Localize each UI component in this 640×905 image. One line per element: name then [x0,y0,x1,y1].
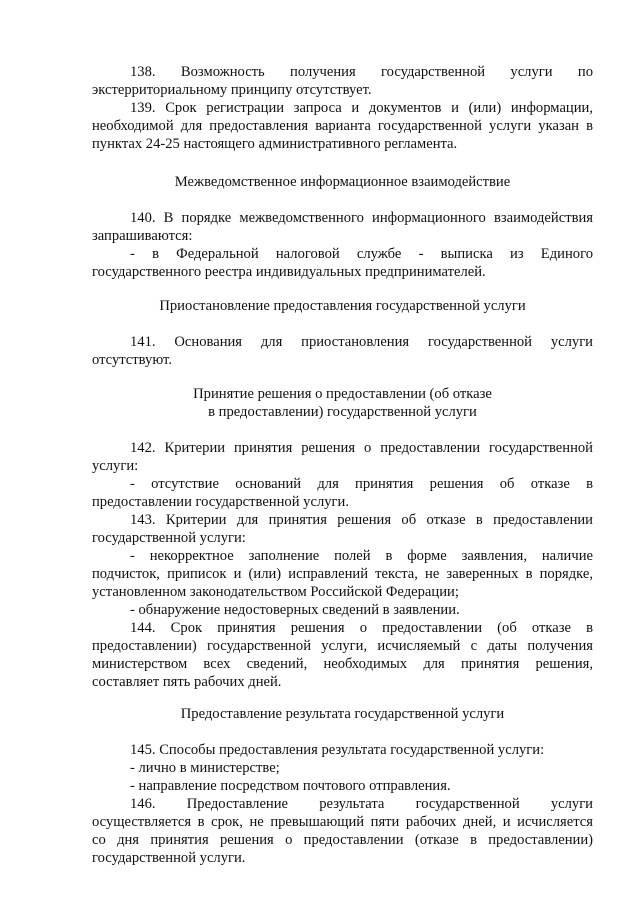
section-heading-decision-line-1: Принятие решения о предоставлении (об отказе [193,386,492,402]
paragraph-144-line-1: 144. Срок принятия решения о предоставлении (об отказе в [130,620,593,636]
paragraph-139-line-3: пунктах 24-25 настоящего административного регламента. [92,136,458,152]
paragraph-143-line-2: государственной услуги: [92,530,246,546]
paragraph-140-line-2: запрашиваются: [92,228,193,244]
paragraph-144-line-4: составляет пять рабочих дней. [92,674,282,690]
paragraph-140-line-1: 140. В порядке межведомственного информационного взаимодействия [130,210,593,226]
paragraph-142-item-line-1: - отсутствие оснований для принятия решения об отказе в [130,476,593,492]
paragraph-146-line-3: со дня принятия решения о предоставлении (отказе в предоставлении) [92,832,593,848]
paragraph-139-line-2: необходимой для предоставления варианта государственной услуги указан в [92,118,593,134]
paragraph-145-line-1: 145. Способы предоставления результата государственной услуги: [130,742,545,758]
paragraph-145-item-1: - лично в министерстве; [130,760,280,776]
paragraph-141-line-2: отсутствуют. [92,352,172,368]
paragraph-143-item-1-line-3: установленном законодательством Российской Федерации; [92,584,459,600]
section-heading-interagency: Межведомственное информационное взаимодействие [174,174,511,190]
paragraph-142-item-line-2: предоставлении государственной услуги. [92,494,349,510]
paragraph-143-item-1-line-2: подчисток, приписок и (или) исправлений текста, не заверенных в порядке, [92,566,593,582]
paragraph-143-item-1-line-1: - некорректное заполнение полей в форме заявления, наличие [130,548,593,564]
paragraph-139-line-1: 139. Срок регистрации запроса и документов и (или) информации, [130,100,593,116]
paragraph-140-item-line-1: - в Федеральной налоговой службе - выписка из Единого [130,246,593,262]
paragraph-145-item-2: - направление посредством почтового отправления. [130,778,451,794]
paragraph-143-item-2: - обнаружение недостоверных сведений в заявлении. [130,602,460,618]
paragraph-141-line-1: 141. Основания для приостановления государственной услуги [130,334,593,350]
paragraph-140-item-line-2: государственного реестра индивидуальных предпринимателей. [92,264,486,280]
paragraph-143-line-1: 143. Критерии для принятия решения об отказе в предоставлении [130,512,593,528]
section-heading-suspension: Приостановление предоставления государственной услуги [159,298,526,314]
paragraph-142-line-1: 142. Критерии принятия решения о предоставлении государственной [130,440,593,456]
section-heading-result: Предоставление результата государственной услуги [180,706,505,722]
paragraph-146-line-1: 146. Предоставление результата государственной услуги [130,796,593,812]
paragraph-146-line-4: государственной услуги. [92,850,246,866]
paragraph-146-line-2: осуществляется в срок, не превышающий пяти рабочих дней, и исчисляется [92,814,593,830]
paragraph-138-line-2: экстерриториальному принципу отсутствует. [92,82,372,98]
paragraph-138-line-1: 138. Возможность получения государственной услуги по [130,64,593,80]
paragraph-144-line-3: министерством всех сведений, необходимых для принятия решения, [92,656,593,672]
paragraph-142-line-2: услуги: [92,458,139,474]
paragraph-144-line-2: предоставлении) государственной услуги, исчисляемый с даты получения [92,638,593,654]
section-heading-decision-line-2: в предоставлении) государственной услуги [208,404,477,420]
